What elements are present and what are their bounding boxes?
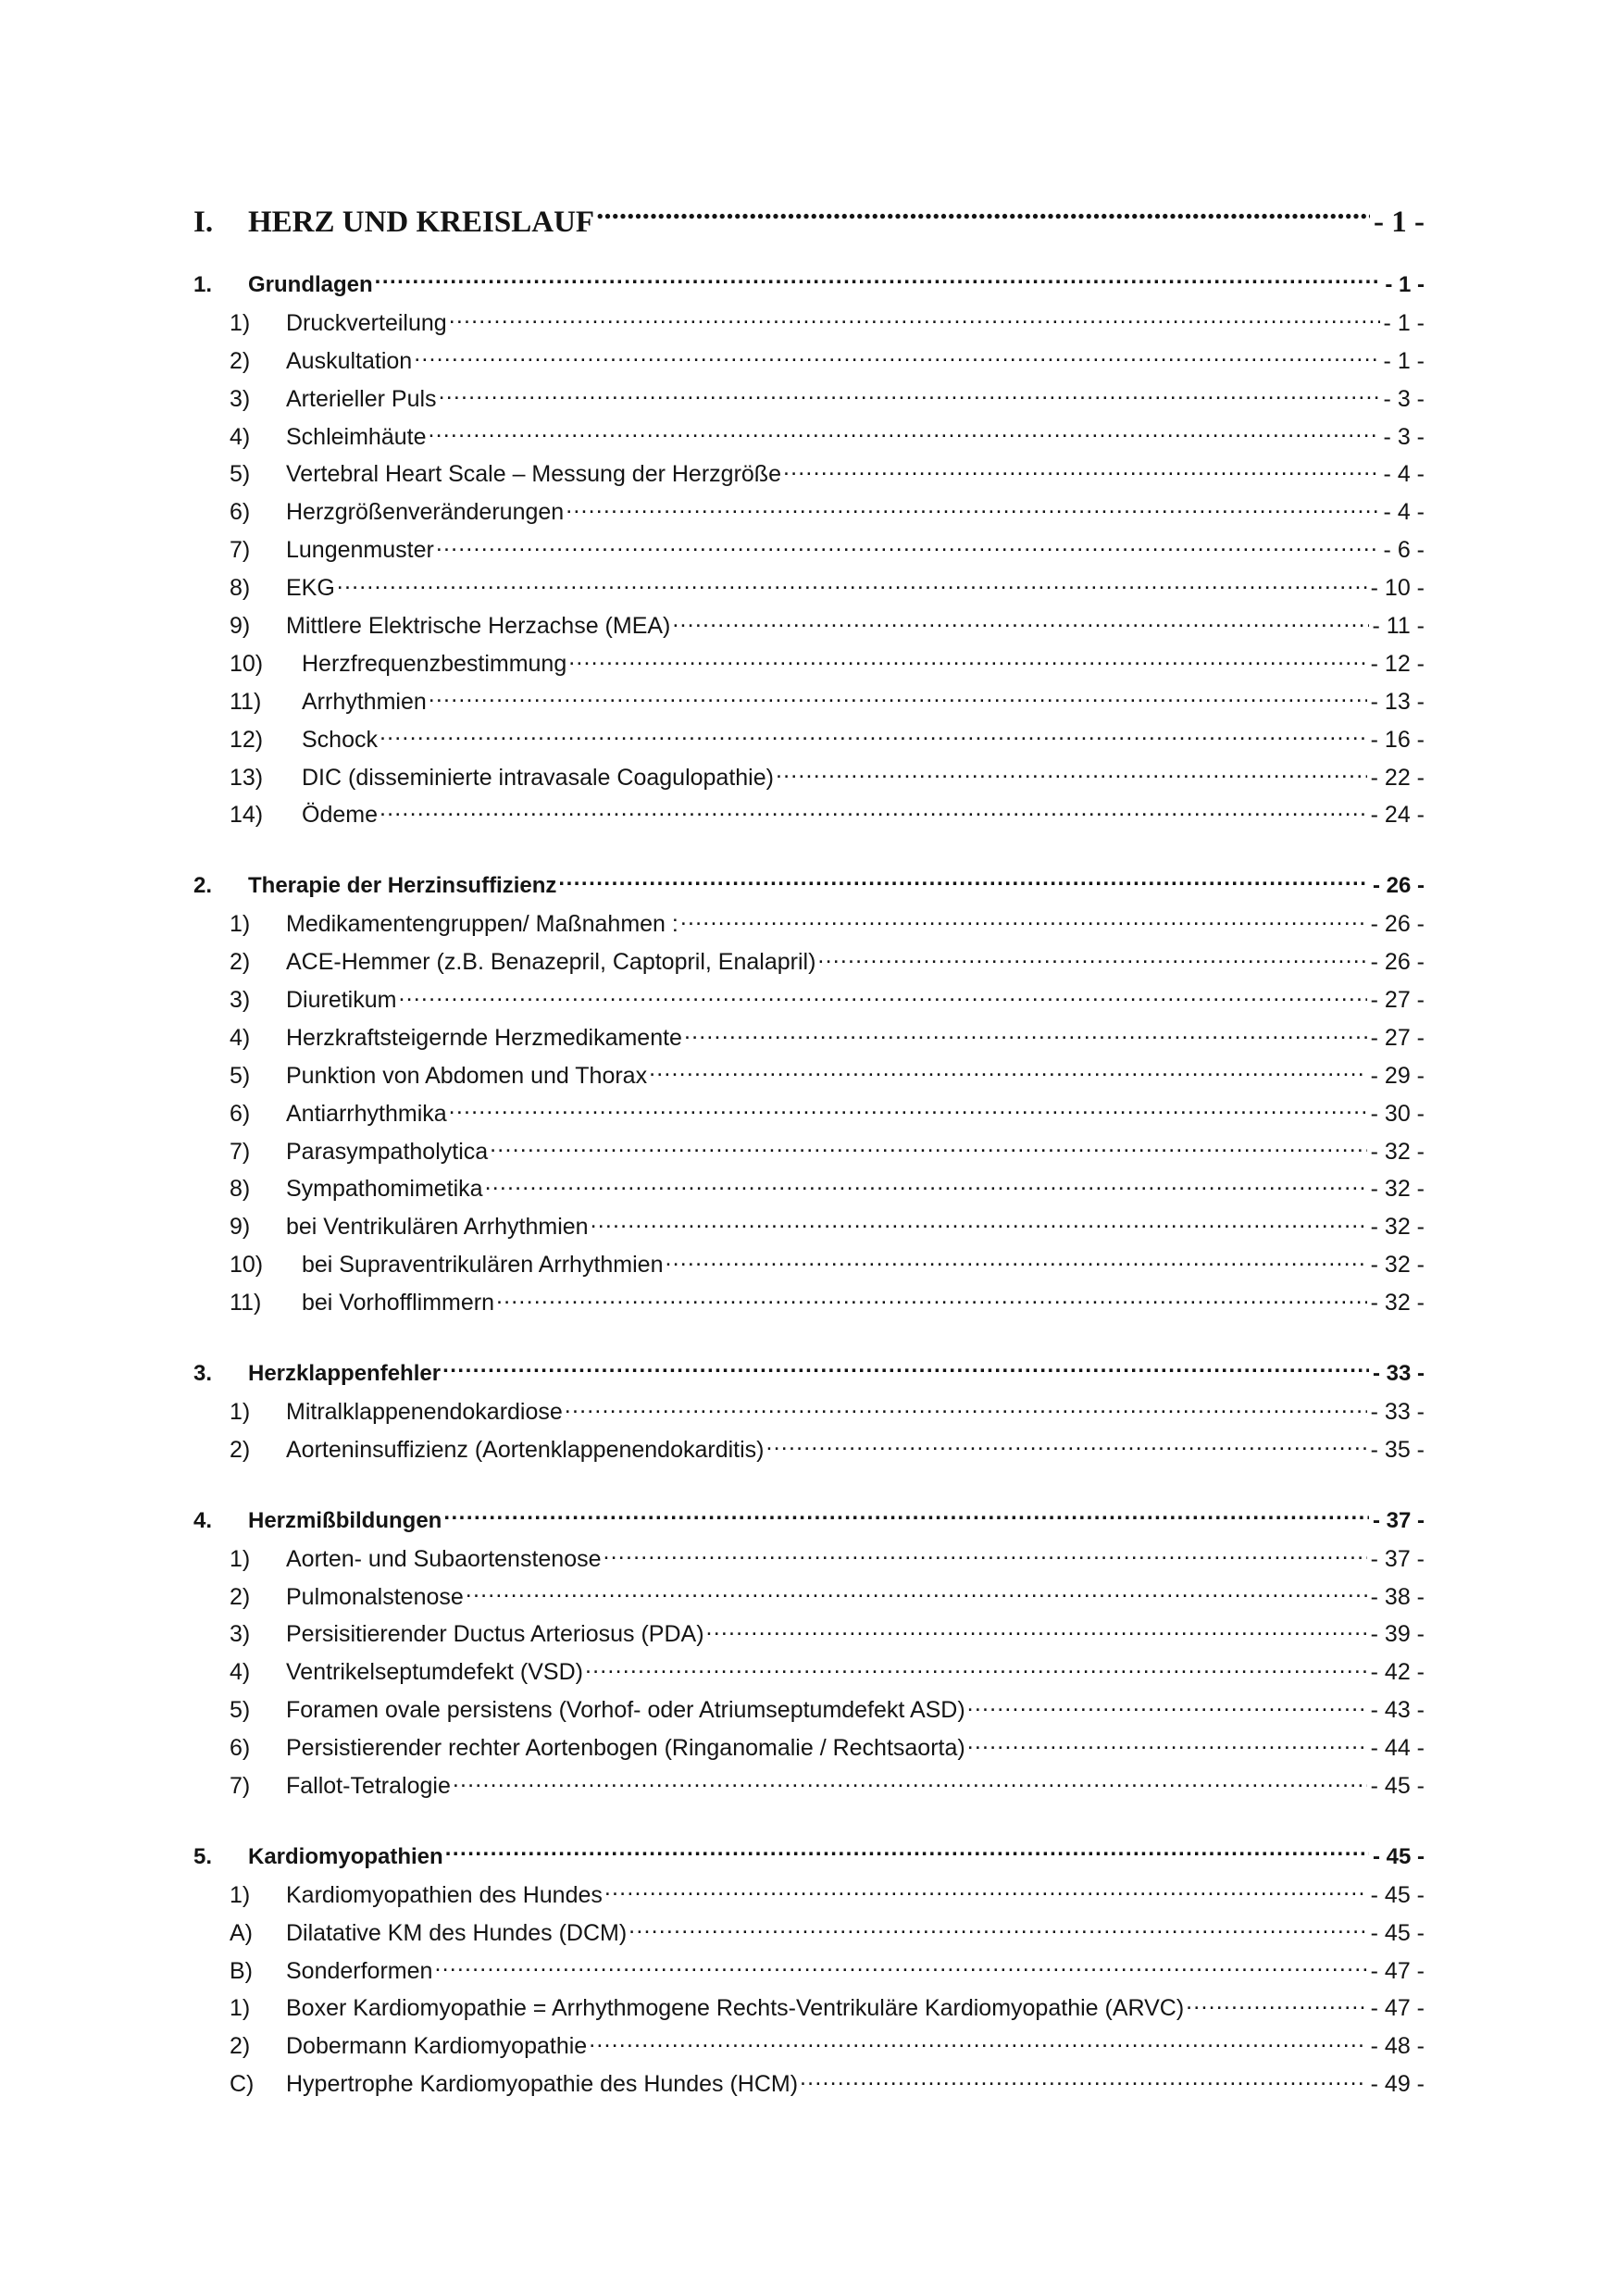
section-number: 5. xyxy=(193,1843,213,1869)
section-page-number: - 45 - xyxy=(1372,1843,1425,1869)
toc-entry[interactable] xyxy=(193,1653,1425,1691)
toc-entry[interactable] xyxy=(193,1057,1425,1095)
entry-page-number: - 47 - xyxy=(1370,1995,1425,2022)
entry-page-number: - 38 - xyxy=(1370,1583,1425,1610)
entry-title: Persistierender rechter Aortenbogen (Ringanomalie / Rechtsaorta) xyxy=(286,1735,965,1762)
entry-page-number: - 44 - xyxy=(1370,1735,1425,1762)
toc-entry[interactable] xyxy=(193,645,1425,683)
section-page-number: - 1 - xyxy=(1385,272,1425,297)
entry-title: Herzkraftsteigernde Herzmedikamente xyxy=(286,1024,682,1051)
dot-leader xyxy=(380,724,1367,747)
dot-leader xyxy=(967,1694,1367,1717)
entry-page-number: - 4 - xyxy=(1383,499,1425,526)
dot-leader xyxy=(466,1581,1367,1604)
entry-number: 11) xyxy=(230,1290,262,1316)
entry-number: 9) xyxy=(230,613,251,640)
toc-entry[interactable] xyxy=(193,905,1425,943)
entry-title: Antiarrhythmika xyxy=(286,1100,447,1127)
toc-entry[interactable] xyxy=(193,1578,1425,1616)
toc-entry[interactable] xyxy=(193,2065,1425,2103)
section-number: 2. xyxy=(193,873,213,899)
dot-leader xyxy=(442,1358,1369,1380)
toc-entry[interactable] xyxy=(193,1208,1425,1246)
entry-title: Schleimhäute xyxy=(286,423,427,450)
toc-section-heading[interactable] xyxy=(193,867,1425,905)
toc-entry[interactable] xyxy=(193,1691,1425,1729)
entry-number: 10) xyxy=(230,1252,264,1279)
dot-leader xyxy=(443,1505,1369,1528)
dot-leader xyxy=(449,1098,1367,1121)
entry-title: Hypertrophe Kardiomyopathie des Hundes (HCM) xyxy=(286,2071,799,2098)
entry-title: ACE-Hemmer (z.B. Benazepril, Captopril, Enalapril) xyxy=(286,949,816,976)
dot-leader xyxy=(449,307,1380,331)
entry-page-number: - 32 - xyxy=(1370,1290,1425,1316)
toc-entry[interactable] xyxy=(193,493,1425,531)
entry-title: Medikamentengruppen/ Maßnahmen : xyxy=(286,911,678,938)
entry-title: Parasympatholytica xyxy=(286,1138,489,1165)
toc-entry[interactable] xyxy=(193,1541,1425,1578)
toc-entry[interactable] xyxy=(193,1990,1425,2028)
entry-number: 1) xyxy=(230,1545,251,1572)
section-title: Therapie der Herzinsuffizienz xyxy=(248,873,557,899)
toc-entry[interactable] xyxy=(193,569,1425,607)
entry-title: Persisitierender Ductus Arteriosus (PDA) xyxy=(286,1621,704,1648)
entry-number: B) xyxy=(230,1957,253,1984)
toc-entry[interactable] xyxy=(193,981,1425,1019)
section-page-number: - 37 - xyxy=(1372,1507,1425,1533)
dot-leader xyxy=(398,984,1366,1007)
entry-number: 4) xyxy=(230,423,251,450)
entry-title: Sonderformen xyxy=(286,1957,433,1984)
entry-title: EKG xyxy=(286,575,335,602)
dot-leader xyxy=(817,946,1366,969)
entry-page-number: - 42 - xyxy=(1370,1659,1425,1686)
entry-number: 8) xyxy=(230,575,251,602)
toc-entry[interactable] xyxy=(193,1915,1425,1953)
entry-title: Arterieller Puls xyxy=(286,385,437,412)
entry-page-number: - 32 - xyxy=(1370,1176,1425,1203)
toc-entry[interactable] xyxy=(193,796,1425,834)
entry-title: Sympathomimetika xyxy=(286,1176,483,1203)
dot-leader xyxy=(706,1618,1367,1641)
entry-number: 11) xyxy=(230,688,262,715)
toc-entry[interactable] xyxy=(193,343,1425,381)
entry-title: Aorten- und Subaortenstenose xyxy=(286,1545,602,1572)
entry-title: Mitralklappenendokardiose xyxy=(286,1398,563,1425)
entry-title: Druckverteilung xyxy=(286,309,447,336)
entry-number: 1) xyxy=(230,1995,251,2022)
section-number: 4. xyxy=(193,1507,213,1533)
entry-number: 1) xyxy=(230,911,251,938)
entry-page-number: - 1 - xyxy=(1383,309,1425,336)
dot-leader xyxy=(800,2068,1367,2091)
entry-number: 4) xyxy=(230,1024,251,1051)
entry-page-number: - 27 - xyxy=(1370,1024,1425,1051)
entry-number: 3) xyxy=(230,385,251,412)
entry-number: 9) xyxy=(230,1214,251,1241)
entry-page-number: - 6 - xyxy=(1383,537,1425,564)
dot-leader xyxy=(337,572,1367,595)
toc-entry[interactable] xyxy=(193,1246,1425,1284)
entry-number: C) xyxy=(230,2071,255,2098)
toc-section-heading[interactable] xyxy=(193,1503,1425,1541)
dot-leader xyxy=(380,799,1367,822)
entry-title: Aorteninsuffizienz (Aortenklappenendokarditis) xyxy=(286,1436,765,1463)
entry-page-number: - 24 - xyxy=(1370,802,1425,829)
section-title: Herzklappenfehler xyxy=(248,1361,442,1387)
entry-number: 7) xyxy=(230,537,251,564)
dot-leader xyxy=(967,1732,1367,1755)
entry-number: 3) xyxy=(230,987,251,1014)
entry-page-number: - 45 - xyxy=(1370,1919,1425,1946)
entry-number: 3) xyxy=(230,1621,251,1648)
entry-page-number: - 43 - xyxy=(1370,1697,1425,1724)
section-title: Herzmißbildungen xyxy=(248,1507,442,1533)
entry-title: Herzgrößenveränderungen xyxy=(286,499,565,526)
dot-leader xyxy=(604,1879,1367,1903)
chapter-page-number: - 1 - xyxy=(1374,206,1425,239)
entry-page-number: - 32 - xyxy=(1370,1214,1425,1241)
toc-entry[interactable] xyxy=(193,1616,1425,1653)
entry-number: 2) xyxy=(230,1436,251,1463)
toc-entry[interactable] xyxy=(193,943,1425,981)
toc-entry[interactable] xyxy=(193,759,1425,797)
toc-entry[interactable] xyxy=(193,381,1425,418)
entry-number: 5) xyxy=(230,461,251,488)
entry-number: 2) xyxy=(230,949,251,976)
entry-page-number: - 48 - xyxy=(1370,2033,1425,2060)
entry-page-number: - 30 - xyxy=(1370,1100,1425,1127)
entry-number: 5) xyxy=(230,1697,251,1724)
entry-title: Vertebral Heart Scale – Messung der Herzgröße xyxy=(286,461,781,488)
entry-page-number: - 22 - xyxy=(1370,764,1425,791)
dot-leader xyxy=(766,1434,1367,1457)
section-number: 3. xyxy=(193,1361,213,1387)
entry-page-number: - 3 - xyxy=(1383,423,1425,450)
dot-leader xyxy=(589,2030,1366,2053)
entry-title: Herzfrequenzbestimmung xyxy=(302,650,567,677)
entry-page-number: - 16 - xyxy=(1370,726,1425,753)
toc-entry[interactable] xyxy=(193,1284,1425,1322)
entry-number: 2) xyxy=(230,1583,251,1610)
entry-number: 14) xyxy=(230,802,264,829)
entry-title: bei Supraventrikulären Arrhythmien xyxy=(302,1252,664,1279)
section-title: Kardiomyopathien xyxy=(248,1843,443,1869)
entry-page-number: - 26 - xyxy=(1370,911,1425,938)
entry-title: Dilatative KM des Hundes (DCM) xyxy=(286,1919,628,1946)
entry-number: 7) xyxy=(230,1138,251,1165)
dot-leader xyxy=(565,1396,1367,1419)
dot-leader xyxy=(684,1022,1367,1045)
entry-title: Dobermann Kardiomyopathie xyxy=(286,2033,588,2060)
toc-entry[interactable] xyxy=(193,1953,1425,1990)
entry-number: A) xyxy=(230,1919,253,1946)
dot-leader xyxy=(665,1249,1366,1272)
dot-leader xyxy=(568,648,1366,671)
entry-page-number: - 26 - xyxy=(1370,949,1425,976)
entry-title: Arrhythmien xyxy=(302,688,427,715)
toc-entry[interactable] xyxy=(193,1877,1425,1915)
toc-entry[interactable] xyxy=(193,1431,1425,1469)
entry-title: bei Vorhofflimmern xyxy=(302,1290,494,1316)
entry-number: 2) xyxy=(230,347,251,374)
entry-title: Schock xyxy=(302,726,378,753)
entry-title: Kardiomyopathien des Hundes xyxy=(286,1881,603,1908)
dot-leader xyxy=(604,1543,1367,1566)
entry-title: Ödeme xyxy=(302,802,378,829)
toc-section-heading[interactable] xyxy=(193,267,1425,305)
entry-number: 4) xyxy=(230,1659,251,1686)
entry-page-number: - 35 - xyxy=(1370,1436,1425,1463)
entry-page-number: - 13 - xyxy=(1370,688,1425,715)
toc-entry[interactable] xyxy=(193,418,1425,456)
entry-number: 7) xyxy=(230,1772,251,1799)
dot-leader xyxy=(591,1211,1367,1234)
entry-number: 1) xyxy=(230,309,251,336)
dot-leader xyxy=(558,870,1369,892)
entry-page-number: - 29 - xyxy=(1370,1062,1425,1089)
section-page-number: - 33 - xyxy=(1372,1361,1425,1387)
section-page-number: - 26 - xyxy=(1372,873,1425,899)
dot-leader xyxy=(439,383,1380,406)
toc-entry[interactable] xyxy=(193,1767,1425,1805)
dot-leader xyxy=(496,1287,1367,1310)
table-of-contents xyxy=(193,194,1425,2103)
entry-page-number: - 32 - xyxy=(1370,1252,1425,1279)
entry-page-number: - 4 - xyxy=(1383,461,1425,488)
entry-page-number: - 11 - xyxy=(1372,613,1425,640)
toc-entry[interactable] xyxy=(193,305,1425,343)
toc-section-heading[interactable] xyxy=(193,1839,1425,1877)
entry-page-number: - 45 - xyxy=(1370,1881,1425,1908)
dot-leader xyxy=(783,458,1380,481)
entry-page-number: - 27 - xyxy=(1370,987,1425,1014)
entry-page-number: - 32 - xyxy=(1370,1138,1425,1165)
dot-leader xyxy=(485,1173,1367,1196)
entry-number: 13) xyxy=(230,764,264,791)
toc-entry[interactable] xyxy=(193,721,1425,759)
entry-page-number: - 37 - xyxy=(1370,1545,1425,1572)
entry-page-number: - 47 - xyxy=(1370,1957,1425,1984)
entry-page-number: - 10 - xyxy=(1370,575,1425,602)
toc-entry[interactable] xyxy=(193,1729,1425,1767)
entry-page-number: - 33 - xyxy=(1370,1398,1425,1425)
dot-leader xyxy=(434,1955,1366,1978)
toc-entry[interactable] xyxy=(193,455,1425,493)
entry-page-number: - 45 - xyxy=(1370,1772,1425,1799)
dot-leader xyxy=(680,908,1367,931)
entry-title: DIC (disseminierte intravasale Coagulopathie) xyxy=(302,764,774,791)
entry-number: 6) xyxy=(230,1100,251,1127)
toc-section-heading[interactable] xyxy=(193,1355,1425,1393)
entry-number: 6) xyxy=(230,1735,251,1762)
dot-leader xyxy=(490,1136,1366,1159)
section-title: Grundlagen xyxy=(248,272,373,297)
entry-title: Diuretikum xyxy=(286,987,397,1014)
entry-number: 10) xyxy=(230,650,264,677)
toc-entry[interactable] xyxy=(193,2028,1425,2065)
entry-number: 1) xyxy=(230,1398,251,1425)
toc-chapter-heading[interactable] xyxy=(193,194,1425,250)
entry-number: 2) xyxy=(230,2033,251,2060)
section-number: 1. xyxy=(193,272,213,297)
toc-entry[interactable] xyxy=(193,1019,1425,1057)
toc-entry[interactable] xyxy=(193,1133,1425,1171)
entry-number: 12) xyxy=(230,726,264,753)
dot-leader xyxy=(1186,1992,1366,2015)
entry-page-number: - 12 - xyxy=(1370,650,1425,677)
dot-leader xyxy=(776,762,1367,785)
dot-leader xyxy=(596,201,1370,231)
dot-leader xyxy=(436,534,1380,557)
entry-title: Boxer Kardiomyopathie = Arrhythmogene Rechts-Ventrikuläre Kardiomyopathie (ARVC) xyxy=(286,1995,1185,2022)
entry-title: Ventrikelseptumdefekt (VSD) xyxy=(286,1659,583,1686)
entry-page-number: - 1 - xyxy=(1383,347,1425,374)
dot-leader xyxy=(429,686,1367,709)
entry-page-number: - 3 - xyxy=(1383,385,1425,412)
dot-leader xyxy=(428,421,1379,444)
entry-title: Punktion von Abdomen und Thorax xyxy=(286,1062,648,1089)
entry-title: bei Ventrikulären Arrhythmien xyxy=(286,1214,589,1241)
dot-leader xyxy=(453,1770,1367,1793)
entry-title: Pulmonalstenose xyxy=(286,1583,464,1610)
chapter-title: HERZ UND KREISLAUF xyxy=(248,206,595,239)
dot-leader xyxy=(414,345,1379,368)
entry-number: 5) xyxy=(230,1062,251,1089)
entry-title: Foramen ovale persistens (Vorhof- oder Atriumseptumdefekt ASD) xyxy=(286,1697,965,1724)
toc-entry[interactable] xyxy=(193,1095,1425,1133)
dot-leader xyxy=(585,1656,1367,1679)
chapter-number: I. xyxy=(193,206,214,239)
toc-entry[interactable] xyxy=(193,531,1425,569)
dot-leader xyxy=(566,496,1379,519)
toc-entry[interactable] xyxy=(193,683,1425,721)
dot-leader xyxy=(629,1917,1366,1940)
dot-leader xyxy=(375,269,1382,292)
toc-entry[interactable] xyxy=(193,607,1425,645)
entry-number: 8) xyxy=(230,1176,251,1203)
entry-title: Lungenmuster xyxy=(286,537,434,564)
entry-number: 1) xyxy=(230,1881,251,1908)
entry-number: 6) xyxy=(230,499,251,526)
entry-title: Auskultation xyxy=(286,347,413,374)
entry-title: Mittlere Elektrische Herzachse (MEA) xyxy=(286,613,671,640)
toc-entry[interactable] xyxy=(193,1393,1425,1431)
dot-leader xyxy=(672,610,1368,633)
dot-leader xyxy=(649,1060,1367,1083)
entry-page-number: - 39 - xyxy=(1370,1621,1425,1648)
dot-leader xyxy=(445,1841,1369,1864)
entry-page-number: - 49 - xyxy=(1370,2071,1425,2098)
entry-title: Fallot-Tetralogie xyxy=(286,1772,451,1799)
toc-entry[interactable] xyxy=(193,1170,1425,1208)
